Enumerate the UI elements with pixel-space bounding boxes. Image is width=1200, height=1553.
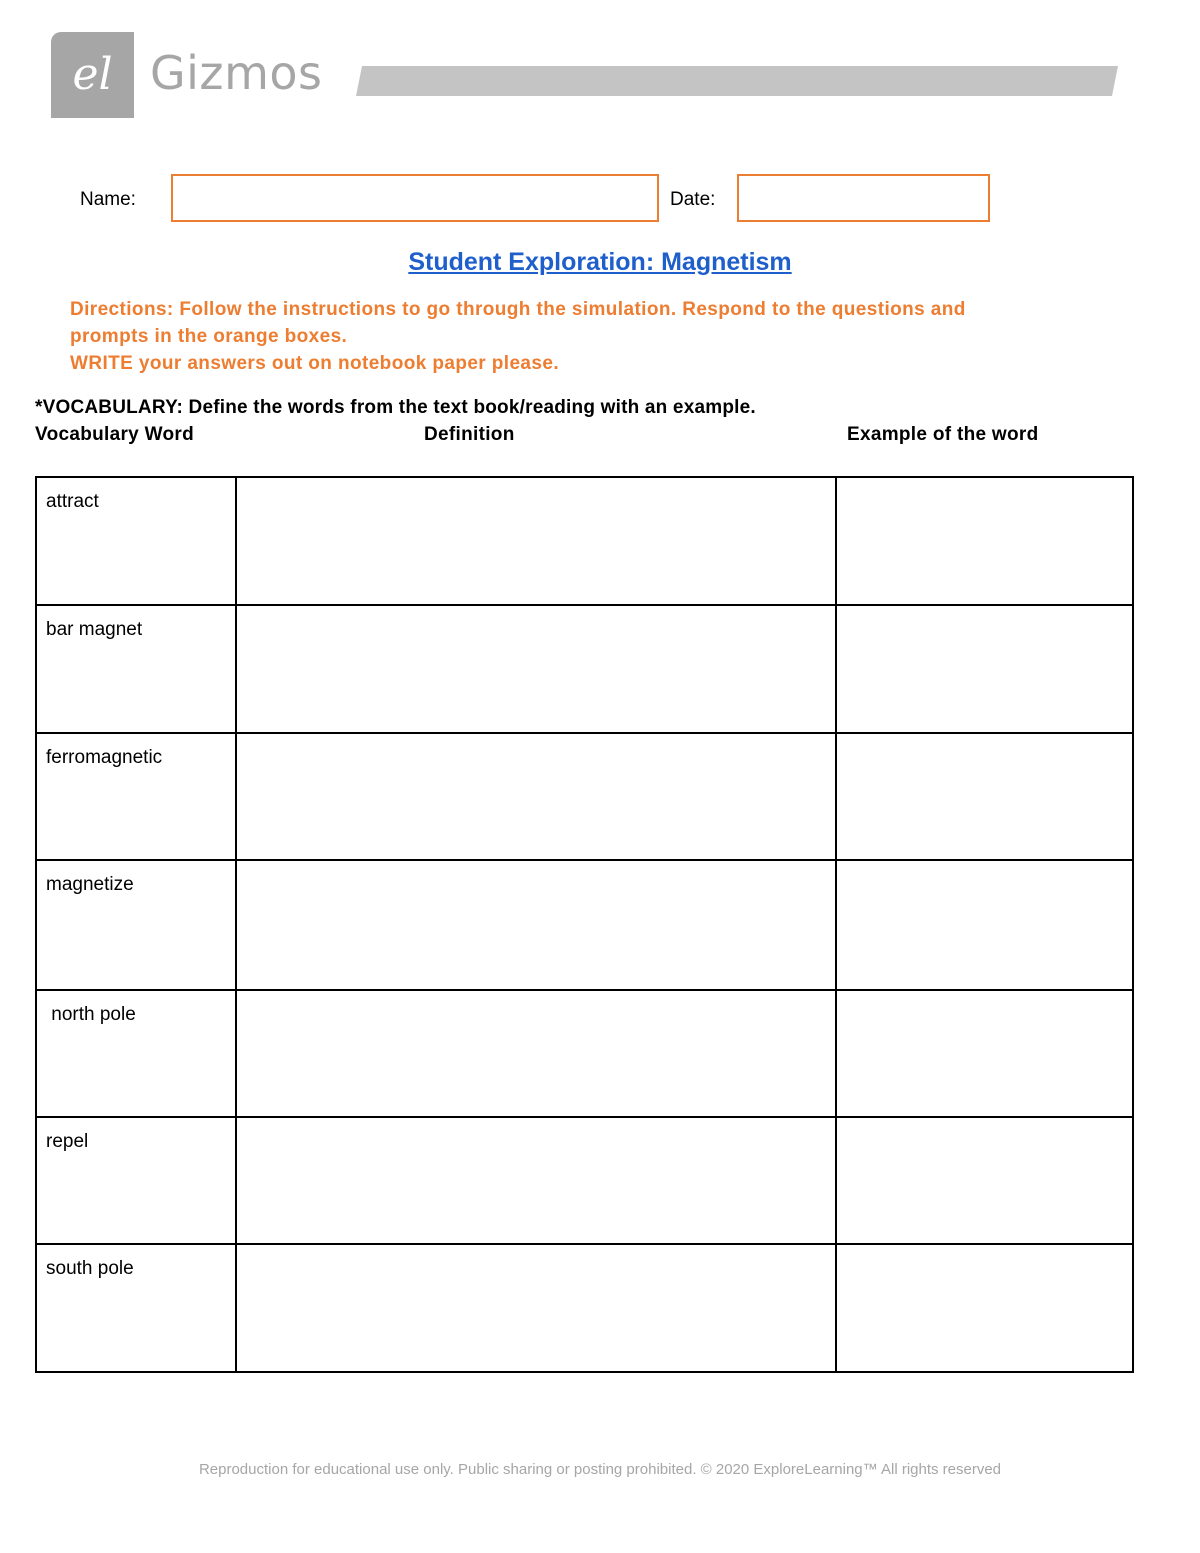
name-field[interactable] — [171, 174, 659, 222]
example-cell[interactable] — [836, 733, 1133, 860]
definition-cell[interactable] — [236, 1117, 836, 1244]
table-row — [36, 605, 1133, 733]
definition-cell[interactable] — [236, 477, 836, 605]
table-row — [36, 477, 1133, 605]
vocabulary-table — [35, 476, 1134, 1373]
example-cell[interactable] — [836, 605, 1133, 733]
copyright-footer: Reproduction for educational use only. Public sharing or posting prohibited. © 2020 ExploreLearning™ All rights reserved — [198, 1461, 1002, 1478]
table-row — [36, 1244, 1133, 1372]
example-cell[interactable] — [836, 1117, 1133, 1244]
vocab-word: ferromagnetic — [36, 733, 236, 860]
table-row — [36, 990, 1133, 1117]
directions-line: WRITE your answers out on notebook paper please. — [70, 353, 559, 374]
definition-cell[interactable] — [236, 990, 836, 1117]
vocabulary-intro: *VOCABULARY: Define the words from the text book/reading with an example. — [35, 397, 756, 418]
header-bar — [356, 66, 1118, 96]
vocab-word: repel — [36, 1117, 236, 1244]
table-row — [36, 860, 1133, 990]
vocab-word: magnetize — [36, 860, 236, 990]
table-row — [36, 1117, 1133, 1244]
vocab-word: bar magnet — [36, 605, 236, 733]
definition-cell[interactable] — [236, 733, 836, 860]
example-cell[interactable] — [836, 990, 1133, 1117]
definition-cell[interactable] — [236, 860, 836, 990]
example-cell[interactable] — [836, 860, 1133, 990]
definition-cell[interactable] — [236, 1244, 836, 1372]
name-label: Name: — [80, 189, 136, 210]
vocab-word: south pole — [36, 1244, 236, 1372]
directions-line: prompts in the orange boxes. — [70, 326, 348, 347]
example-cell[interactable] — [836, 1244, 1133, 1372]
directions — [70, 296, 1080, 377]
date-field[interactable] — [737, 174, 990, 222]
table-row — [36, 733, 1133, 860]
definition-cell[interactable] — [236, 605, 836, 733]
column-header-word: Vocabulary Word — [35, 424, 194, 445]
example-cell[interactable] — [836, 477, 1133, 605]
vocab-word: north pole — [36, 990, 236, 1117]
column-header-example: Example of the word — [847, 424, 1039, 445]
explorelearning-logo — [51, 32, 134, 118]
date-label: Date: — [670, 189, 716, 210]
brand-name: Gizmos — [150, 46, 323, 100]
directions-line: Directions: Follow the instructions to go through the simulation. Respond to the questions and — [70, 299, 966, 320]
vocab-word: attract — [36, 477, 236, 605]
logo-mark: el — [72, 49, 113, 100]
column-header-definition: Definition — [424, 424, 515, 445]
page-title: Student Exploration: Magnetism — [408, 248, 792, 276]
